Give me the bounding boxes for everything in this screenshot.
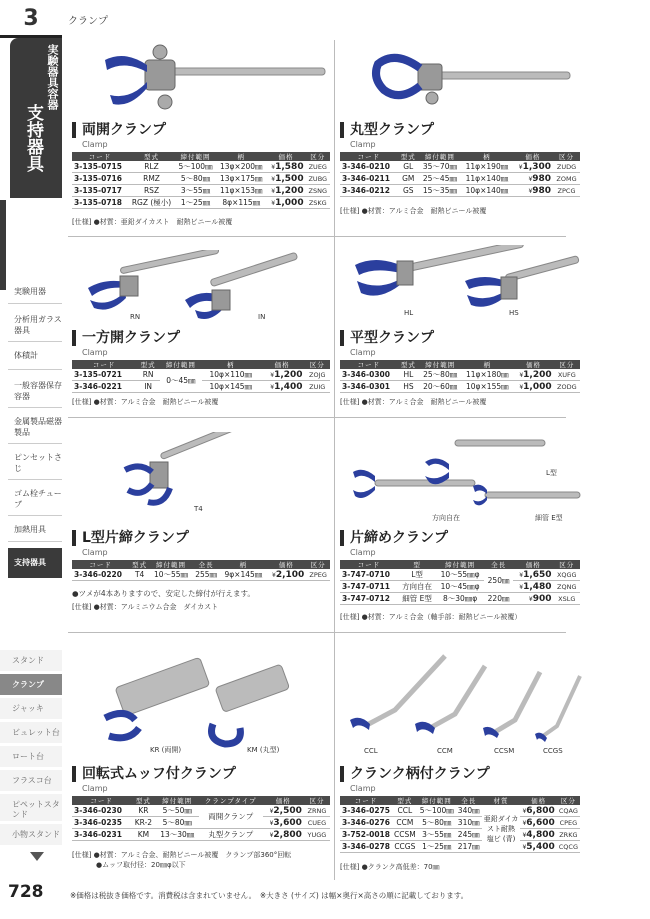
col-header: 締付範囲: [419, 360, 461, 369]
product-title: 平型クランプ: [340, 330, 434, 346]
table-row: 3-747-0711 方向自在 10〜45㎜φ ¥1,480 ZQNG: [340, 581, 580, 593]
table-row: 3-346-0211 GM 25〜45㎜ 11φ×140㎜ ¥980 ZOMG: [340, 173, 580, 185]
col-header: コード: [340, 360, 398, 369]
spec-table-heigata: [340, 360, 580, 393]
col-header: 柄: [461, 360, 513, 369]
image-label: 細管 E型: [535, 514, 563, 522]
col-header: 価格: [513, 560, 554, 569]
product-title: クランク柄付クランプ: [340, 766, 490, 782]
product-subtitle: Clamp: [350, 348, 376, 357]
table-row: 3-346-0276 CCM 5〜80㎜ 310㎜ ¥6,600 CPEG: [340, 817, 580, 829]
sidebar-item-active[interactable]: 支持器具: [8, 548, 62, 578]
col-header: 全長: [192, 560, 220, 569]
table-row: 3-346-0231 KM 13〜30㎜ 丸型クランプ ¥2,800 YUGG: [72, 829, 330, 841]
col-header: 締付範囲: [150, 560, 192, 569]
table-row: 3-346-0301 HS 20〜60㎜ 10φ×155㎜ ¥1,000 ZODG: [340, 381, 580, 393]
col-header: 柄: [461, 152, 513, 161]
spec-table-kaiten: [72, 796, 330, 841]
image-label: 方向自在: [432, 514, 460, 522]
col-header: コード: [340, 152, 398, 161]
col-header: 価格: [263, 796, 304, 805]
product-title: 片締めクランプ: [340, 530, 448, 546]
col-header: 価格: [513, 152, 553, 161]
spec-note: [仕様] ●材質：アルミ合金 耐熱ビニール被覆: [340, 398, 487, 406]
sidebar-item[interactable]: 実験用器: [8, 282, 62, 304]
col-header: 価格: [266, 152, 305, 161]
image-label: KR (両開): [150, 746, 182, 754]
feature-note: ●ツメが4本ありますので、安定した締付が行えます。: [72, 589, 255, 598]
col-header: 型式: [136, 360, 160, 369]
col-header: 型: [398, 560, 436, 569]
footer-note: ※価格は税抜き価格です。消費税は含まれていません。 ※大きさ (サイズ) は幅×奥行×高さの順に記載しております。: [70, 891, 469, 900]
image-label: T4: [194, 505, 203, 513]
table-row: 3-135-0718 RGZ (極小) 1〜25㎜ 8φ×115㎜ ¥1,000 ZSKG: [72, 197, 330, 209]
marugata-clamp-image: [370, 50, 575, 110]
col-header: コード: [72, 360, 136, 369]
spec-note: [仕様] ●材質：アルミ合金 耐熱ビニール被覆: [72, 398, 219, 406]
spec-table-ryokai: [72, 152, 330, 209]
chapter-big-title: 支持器具: [23, 104, 43, 172]
sidebar-item[interactable]: 一般容器保存容器: [8, 376, 62, 408]
ryokai-clamp-image: [95, 40, 330, 120]
subnav-item[interactable]: ロート台: [0, 746, 62, 768]
spec-table-katajime: [340, 560, 580, 605]
col-header: 締付範囲: [156, 796, 199, 805]
col-header: 型式: [128, 152, 175, 161]
lgata-clamp-image: [120, 432, 240, 517]
table-row: 3-135-0715 RLZ 5〜100㎜ 13φ×200㎜ ¥1,580 ZUEG: [72, 161, 330, 173]
col-header: 全長: [456, 796, 482, 805]
col-header: 型式: [129, 560, 150, 569]
spec-note: [仕様] ●材質：アルミ合金、耐熱ビニール被覆 クランプ部360°回転: [72, 851, 292, 859]
image-label: CCL: [364, 747, 378, 755]
table-row: 3-135-0716 RMZ 5〜80㎜ 13φ×175㎜ ¥1,500 ZUBG: [72, 173, 330, 185]
table-row: 3-752-0018 CCSM 3〜55㎜ 245㎜ ¥4,800 ZRKG: [340, 829, 580, 841]
chapter-small-title: 実験器具容器: [46, 44, 59, 110]
table-row: 3-747-0710 L型 10〜55㎜φ 250㎜ ¥1,650 XQGG: [340, 569, 580, 581]
spec-note: [仕様] ●材質：アルミ合金 耐熱ビニール被覆: [340, 207, 487, 215]
divider: [68, 417, 566, 418]
table-row: 3-346-0220 T4 10〜55㎜ 255㎜ 9φ×145㎜ ¥2,100 ZPEG: [72, 569, 330, 581]
image-label: KM (丸型): [247, 746, 280, 754]
spec-note: [仕様] ●材質：アルミニウム合金 ダイカスト: [72, 603, 219, 611]
subnav-item[interactable]: ジャッキ: [0, 698, 62, 720]
table-row: 3-346-0300 HL 25〜80㎜ 11φ×180㎜ ¥1,200 XUFG: [340, 369, 580, 381]
col-header: 締付範囲: [436, 560, 484, 569]
col-header: 締付範囲: [419, 152, 461, 161]
column-divider: [334, 40, 335, 880]
spec-note: [仕様] ●材質：アルミ合金（軸手部：耐熱ビニール被覆）: [340, 613, 522, 621]
col-header: 型式: [131, 796, 155, 805]
image-label: CCGS: [543, 747, 563, 755]
heigata-clamp-image: [345, 245, 580, 315]
col-header: 締付範囲: [175, 152, 216, 161]
crank-clamp-image: [345, 648, 585, 748]
col-header: 区分: [554, 560, 580, 569]
table-row: 3-346-0210 GL 35〜70㎜ 11φ×190㎜ ¥1,300 ZUDG: [340, 161, 580, 173]
subnav-item-active[interactable]: クランプ: [0, 674, 62, 696]
sidebar: [0, 0, 62, 919]
col-header: 価格: [520, 796, 556, 805]
spec-table-crank: [340, 796, 580, 853]
chapter-number: 3: [0, 0, 62, 40]
table-row: 3-747-0712 細管 E型 8〜30㎜φ 220㎜ ¥900 XSLG: [340, 593, 580, 605]
product-subtitle: Clamp: [350, 140, 376, 149]
col-header: 価格: [260, 360, 305, 369]
col-header: 区分: [304, 796, 330, 805]
sidebar-item[interactable]: 分析用ガラス器具: [8, 310, 62, 342]
table-row: 3-346-0221 IN 10φ×145㎜ ¥1,400 ZUIG: [72, 381, 330, 393]
col-header: 型式: [392, 796, 418, 805]
col-header: 区分: [557, 796, 580, 805]
spec-table-lgata: [72, 560, 330, 581]
table-row: 3-135-0721 RN 0〜45㎜ 10φ×110㎜ ¥1,200 ZOJG: [72, 369, 330, 381]
product-title: 回転式ムッフ付クランプ: [72, 766, 236, 782]
col-header: 柄: [216, 152, 266, 161]
spec-note: [仕様] ●クランク高低差：70㎜: [340, 863, 440, 871]
image-label: CCM: [437, 747, 453, 755]
table-row: 3-346-0230 KR 5〜50㎜ 両開クランプ ¥2,500 ZRNG: [72, 805, 330, 817]
col-header: コード: [72, 796, 131, 805]
subnav-item[interactable]: 小物スタンド: [0, 824, 62, 846]
product-title: L型片締クランプ: [72, 530, 189, 546]
col-header: コード: [72, 560, 129, 569]
sidebar-accent-bar: [0, 200, 6, 290]
ippokai-clamp-image: [80, 250, 300, 320]
col-header: コード: [340, 560, 398, 569]
product-subtitle: Clamp: [82, 348, 108, 357]
divider: [68, 632, 566, 633]
col-header: コード: [72, 152, 128, 161]
subnav-item[interactable]: ピペットスタンド: [0, 794, 62, 822]
spec-note: [仕様] ●材質：亜鉛ダイカスト 耐熱ビニール被覆: [72, 218, 233, 226]
image-label: L型: [546, 469, 557, 477]
spec-table-marugata: [340, 152, 580, 197]
product-title: 丸型クランプ: [340, 122, 434, 138]
product-subtitle: Clamp: [82, 784, 108, 793]
product-subtitle: Clamp: [350, 784, 376, 793]
divider: [68, 236, 566, 237]
col-header: 価格: [513, 360, 553, 369]
product-subtitle: Clamp: [82, 548, 108, 557]
col-header: 締付範囲: [160, 360, 202, 369]
image-label: CCSM: [494, 747, 515, 755]
spec-note: ●ムッフ取付径：20㎜φ以下: [96, 861, 186, 869]
image-label: IN: [258, 313, 266, 321]
table-row: 3-346-0275 CCL 5〜100㎜ 340㎜ 亜鉛ダイカスト耐熱塩ビ (青) ¥6,800 CQAG: [340, 805, 580, 817]
product-title: 一方開クランプ: [72, 330, 180, 346]
col-header: 柄: [220, 560, 266, 569]
category-label: クランプ: [68, 16, 108, 27]
col-header: 区分: [306, 560, 330, 569]
col-header: 区分: [305, 360, 330, 369]
col-header: 区分: [553, 152, 580, 161]
product-subtitle: Clamp: [82, 140, 108, 149]
sidebar-item[interactable]: ゴム栓チューブ: [8, 484, 62, 516]
sidebar-item[interactable]: ピンセットさじ: [8, 448, 62, 480]
image-label: RN: [130, 313, 141, 321]
table-row: 3-346-0235 KR-2 5〜80㎜ ¥3,600 CUEG: [72, 817, 330, 829]
col-header: 締付範囲: [418, 796, 456, 805]
sidebar-item[interactable]: 体積計: [8, 346, 62, 370]
spec-table-ippokai: [72, 360, 330, 393]
chevron-down-icon[interactable]: [30, 852, 44, 861]
table-row: 3-346-0212 GS 15〜35㎜ 10φ×140㎜ ¥980 ZPCG: [340, 185, 580, 197]
chapter-block[interactable]: [10, 38, 62, 198]
kaiten-clamp-image: [95, 648, 305, 748]
image-label: HL: [404, 309, 414, 317]
col-header: 柄: [202, 360, 260, 369]
product-title: 両開クランプ: [72, 122, 166, 138]
subnav-item[interactable]: スタンド: [0, 650, 62, 672]
col-header: コード: [340, 796, 392, 805]
col-header: 型式: [398, 152, 419, 161]
sidebar-item[interactable]: 金属製品磁器製品: [8, 412, 62, 444]
col-header: 区分: [554, 360, 580, 369]
subnav-item[interactable]: ビュレット台: [0, 722, 62, 744]
col-header: 材質: [482, 796, 521, 805]
table-row: 3-135-0717 RSZ 3〜55㎜ 11φ×153㎜ ¥1,200 ZSNG: [72, 185, 330, 197]
sidebar-item[interactable]: 加熱用具: [8, 520, 62, 542]
col-header: 全長: [484, 560, 513, 569]
col-header: 区分: [306, 152, 330, 161]
page-number: 728: [8, 882, 44, 902]
subnav-item[interactable]: フラスコ台: [0, 770, 62, 792]
product-subtitle: Clamp: [350, 548, 376, 557]
col-header: クランプタイプ: [199, 796, 263, 805]
image-label: HS: [509, 309, 519, 317]
table-row: 3-346-0278 CCGS 1〜25㎜ 217㎜ ¥5,400 CQCG: [342, 841, 578, 852]
col-header: 型式: [398, 360, 419, 369]
col-header: 価格: [266, 560, 306, 569]
